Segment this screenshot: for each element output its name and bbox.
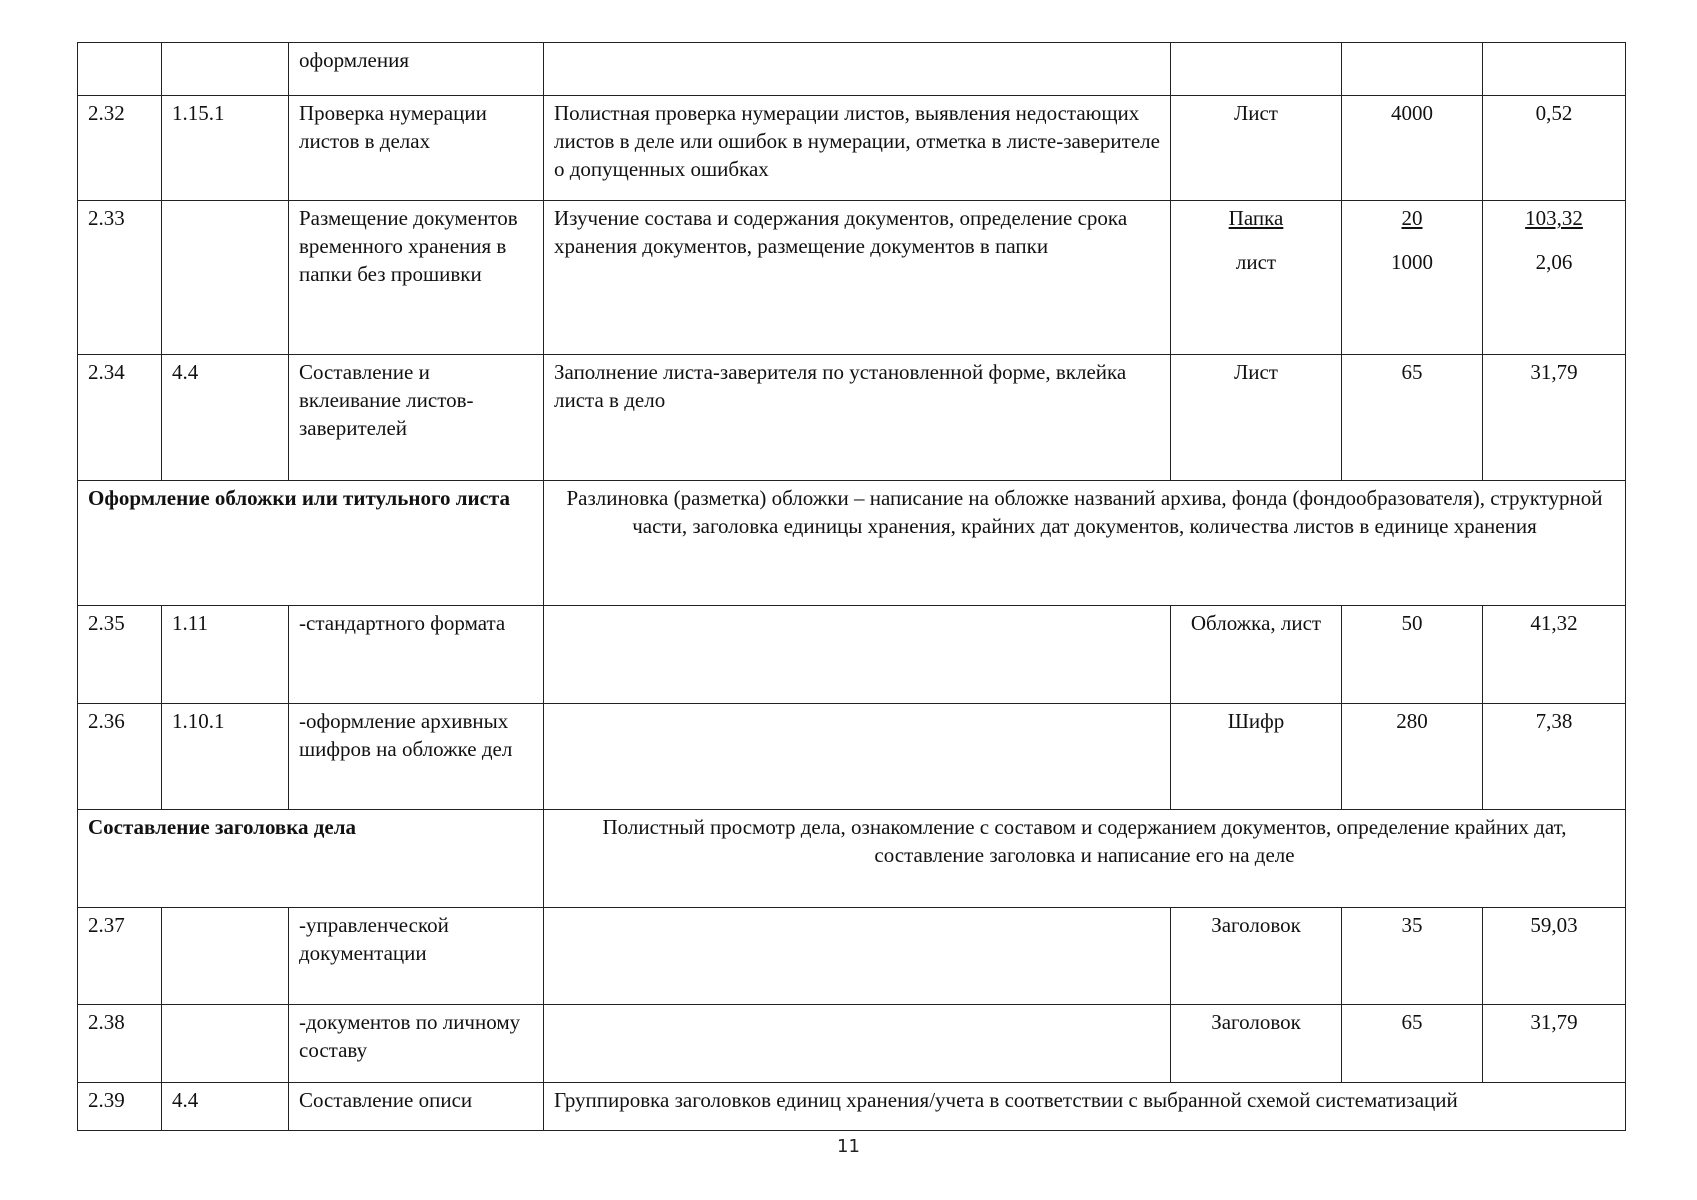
row-number-cell: 2.35 xyxy=(78,606,162,704)
row-number-cell: 2.38 xyxy=(78,1005,162,1083)
table-row xyxy=(78,606,1626,704)
table-row xyxy=(78,201,1626,355)
table-row xyxy=(78,1005,1626,1083)
norm-sheet: 1000 xyxy=(1391,250,1433,274)
price-cell: 41,32 xyxy=(1483,606,1626,704)
activity-cell: -оформление архивных шифров на обложке дел xyxy=(289,704,544,810)
description-cell: Изучение состава и содержания документов, определение срока хранения документов, размещение документов в папки xyxy=(544,201,1171,355)
unit-cell xyxy=(1171,43,1342,96)
unit-cell xyxy=(1171,201,1342,355)
norm-cell: 35 xyxy=(1342,908,1483,1005)
code-cell xyxy=(162,1005,289,1083)
code-cell: 1.15.1 xyxy=(162,96,289,201)
table-row xyxy=(78,43,1626,96)
description-cell xyxy=(544,606,1171,704)
unit-sheet: лист xyxy=(1235,250,1277,274)
section-row xyxy=(78,810,1626,908)
price-sheet: 2,06 xyxy=(1535,250,1573,274)
price-cell: 0,52 xyxy=(1483,96,1626,201)
unit-cell: Обложка, лист xyxy=(1171,606,1342,704)
unit-cell: Шифр xyxy=(1171,704,1342,810)
code-cell xyxy=(162,908,289,1005)
code-cell xyxy=(162,43,289,96)
section-title: Оформление обложки или титульного листа xyxy=(78,481,544,606)
code-cell xyxy=(162,201,289,355)
norm-cell: 50 xyxy=(1342,606,1483,704)
norm-folder: 20 xyxy=(1401,206,1423,230)
norm-cell: 65 xyxy=(1342,355,1483,481)
norm-cell xyxy=(1342,43,1483,96)
price-cell xyxy=(1483,201,1626,355)
activity-cell: -управленческой документации xyxy=(289,908,544,1005)
unit-cell: Заголовок xyxy=(1171,908,1342,1005)
activity-cell: Проверка нумерации листов в делах xyxy=(289,96,544,201)
work-norms-table xyxy=(77,42,1626,1131)
row-number-cell: 2.39 xyxy=(78,1083,162,1131)
norm-cell xyxy=(1342,201,1483,355)
price-cell: 31,79 xyxy=(1483,1005,1626,1083)
norm-cell: 65 xyxy=(1342,1005,1483,1083)
activity-cell: Составление описи xyxy=(289,1083,544,1131)
price-cell: 7,38 xyxy=(1483,704,1626,810)
table-row xyxy=(78,704,1626,810)
row-number-cell: 2.36 xyxy=(78,704,162,810)
page-number: 11 xyxy=(837,1136,860,1157)
code-cell: 4.4 xyxy=(162,1083,289,1131)
description-cell: Группировка заголовков единиц хранения/учета в соответствии с выбранной схемой систематизаций xyxy=(544,1083,1626,1131)
norm-cell: 280 xyxy=(1342,704,1483,810)
activity-cell: -стандартного формата xyxy=(289,606,544,704)
price-cell xyxy=(1483,43,1626,96)
table-row xyxy=(78,908,1626,1005)
row-number-cell: 2.32 xyxy=(78,96,162,201)
section-title: Составление заголовка дела xyxy=(78,810,544,908)
unit-cell: Лист xyxy=(1171,96,1342,201)
unit-cell: Лист xyxy=(1171,355,1342,481)
unit-folder: Папка xyxy=(1228,206,1284,230)
unit-cell: Заголовок xyxy=(1171,1005,1342,1083)
activity-cell: Составление и вклеивание листов-заверителей xyxy=(289,355,544,481)
description-cell xyxy=(544,704,1171,810)
description-cell xyxy=(544,43,1171,96)
row-number-cell xyxy=(78,43,162,96)
price-cell: 31,79 xyxy=(1483,355,1626,481)
row-number-cell: 2.33 xyxy=(78,201,162,355)
row-number-cell: 2.34 xyxy=(78,355,162,481)
description-cell: Заполнение листа-заверителя по установленной форме, вклейка листа в дело xyxy=(544,355,1171,481)
price-cell: 59,03 xyxy=(1483,908,1626,1005)
table-row xyxy=(78,96,1626,201)
section-description: Разлиновка (разметка) обложки – написание на обложке названий архива, фонда (фондообразователя), структурной части, заголовка единицы хранения, крайних дат документов, количества листов в единице хранения xyxy=(544,481,1626,606)
section-description: Полистный просмотр дела, ознакомление с составом и содержанием документов, определение крайних дат, составление заголовка и написание его на деле xyxy=(544,810,1626,908)
description-cell xyxy=(544,1005,1171,1083)
table-row xyxy=(78,1083,1626,1131)
description-cell xyxy=(544,908,1171,1005)
code-cell: 1.11 xyxy=(162,606,289,704)
activity-cell: -документов по личному составу xyxy=(289,1005,544,1083)
norm-cell: 4000 xyxy=(1342,96,1483,201)
table-row xyxy=(78,355,1626,481)
code-cell: 1.10.1 xyxy=(162,704,289,810)
activity-cell: оформления xyxy=(289,43,544,96)
section-row xyxy=(78,481,1626,606)
activity-cell: Размещение документов временного хранения в папки без прошивки xyxy=(289,201,544,355)
row-number-cell: 2.37 xyxy=(78,908,162,1005)
price-folder: 103,32 xyxy=(1525,206,1583,230)
description-cell: Полистная проверка нумерации листов, выявления недостающих листов в деле или ошибок в нумерации, отметка в листе-заверителе о допущенных ошибках xyxy=(544,96,1171,201)
code-cell: 4.4 xyxy=(162,355,289,481)
